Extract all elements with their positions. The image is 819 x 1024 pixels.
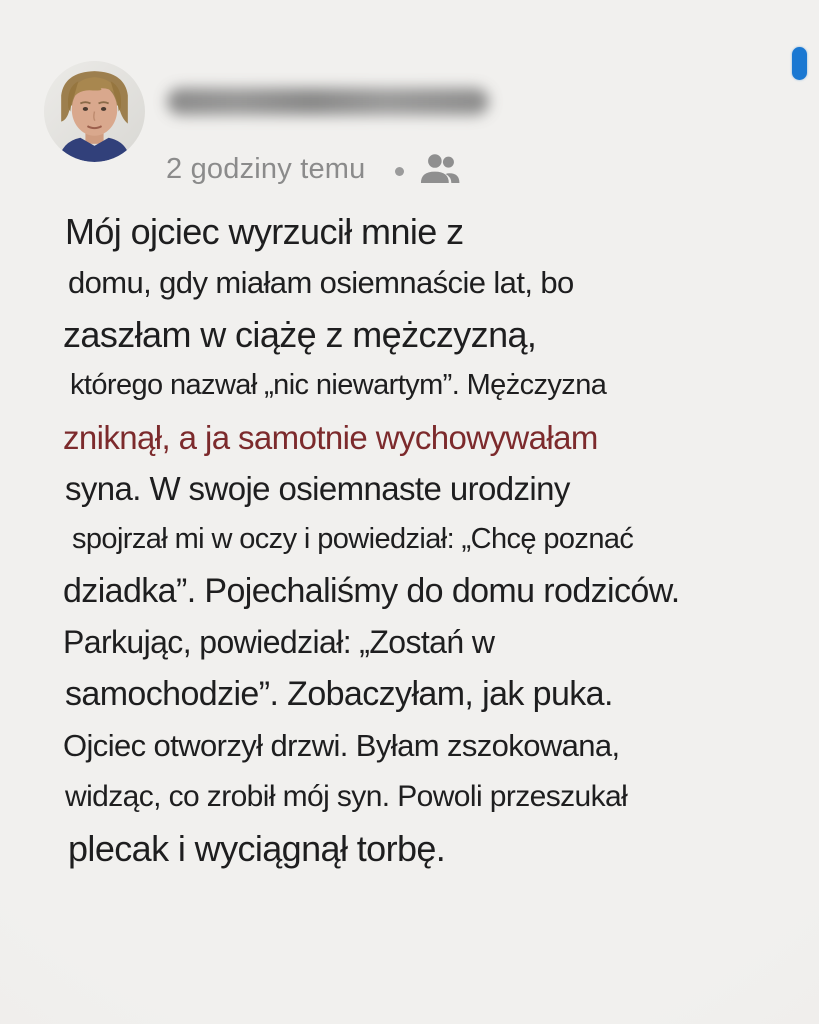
post-text-line: spojrzał mi w oczy i powiedział: „Chcę poznać [72,523,634,556]
post-text-line: Mój ojciec wyrzucił mnie z [65,211,464,252]
friends-icon [418,152,462,188]
avatar-portrait-illustration [44,61,145,162]
post-text-line: Ojciec otworzył drzwi. Byłam zszokowana, [63,728,620,764]
post-text-line-highlight: zniknął, a ja samotnie wychowywałam [63,418,598,456]
avatar[interactable] [44,61,145,162]
post-text-line: Parkując, powiedział: „Zostań w [63,624,495,661]
dot-separator-icon [395,167,404,176]
post-text-line: samochodzie”. Zobaczyłam, jak puka. [65,674,613,713]
post-meta [166,150,462,188]
scrollbar-thumb[interactable] [792,47,807,80]
timestamp: 2 godziny temu [166,153,366,185]
post-text-line: dziadka”. Pojechaliśmy do domu rodziców. [63,571,680,610]
post-text-line: syna. W swoje osiemnaste urodziny [65,470,570,508]
post-text-line: zaszłam w ciążę z mężczyzną, [63,313,537,355]
post-text-line: plecak i wyciągnął torbę. [68,827,446,869]
post-text-line: którego nazwał „nic niewartym”. Mężczyzna [70,369,607,402]
post-text-line: domu, gdy miałam osiemnaście lat, bo [68,265,574,301]
post-text [63,206,803,874]
username-blurred[interactable] [167,88,489,115]
post-text-line: widząc, co zrobił mój syn. Powoli przeszukał [65,780,628,814]
